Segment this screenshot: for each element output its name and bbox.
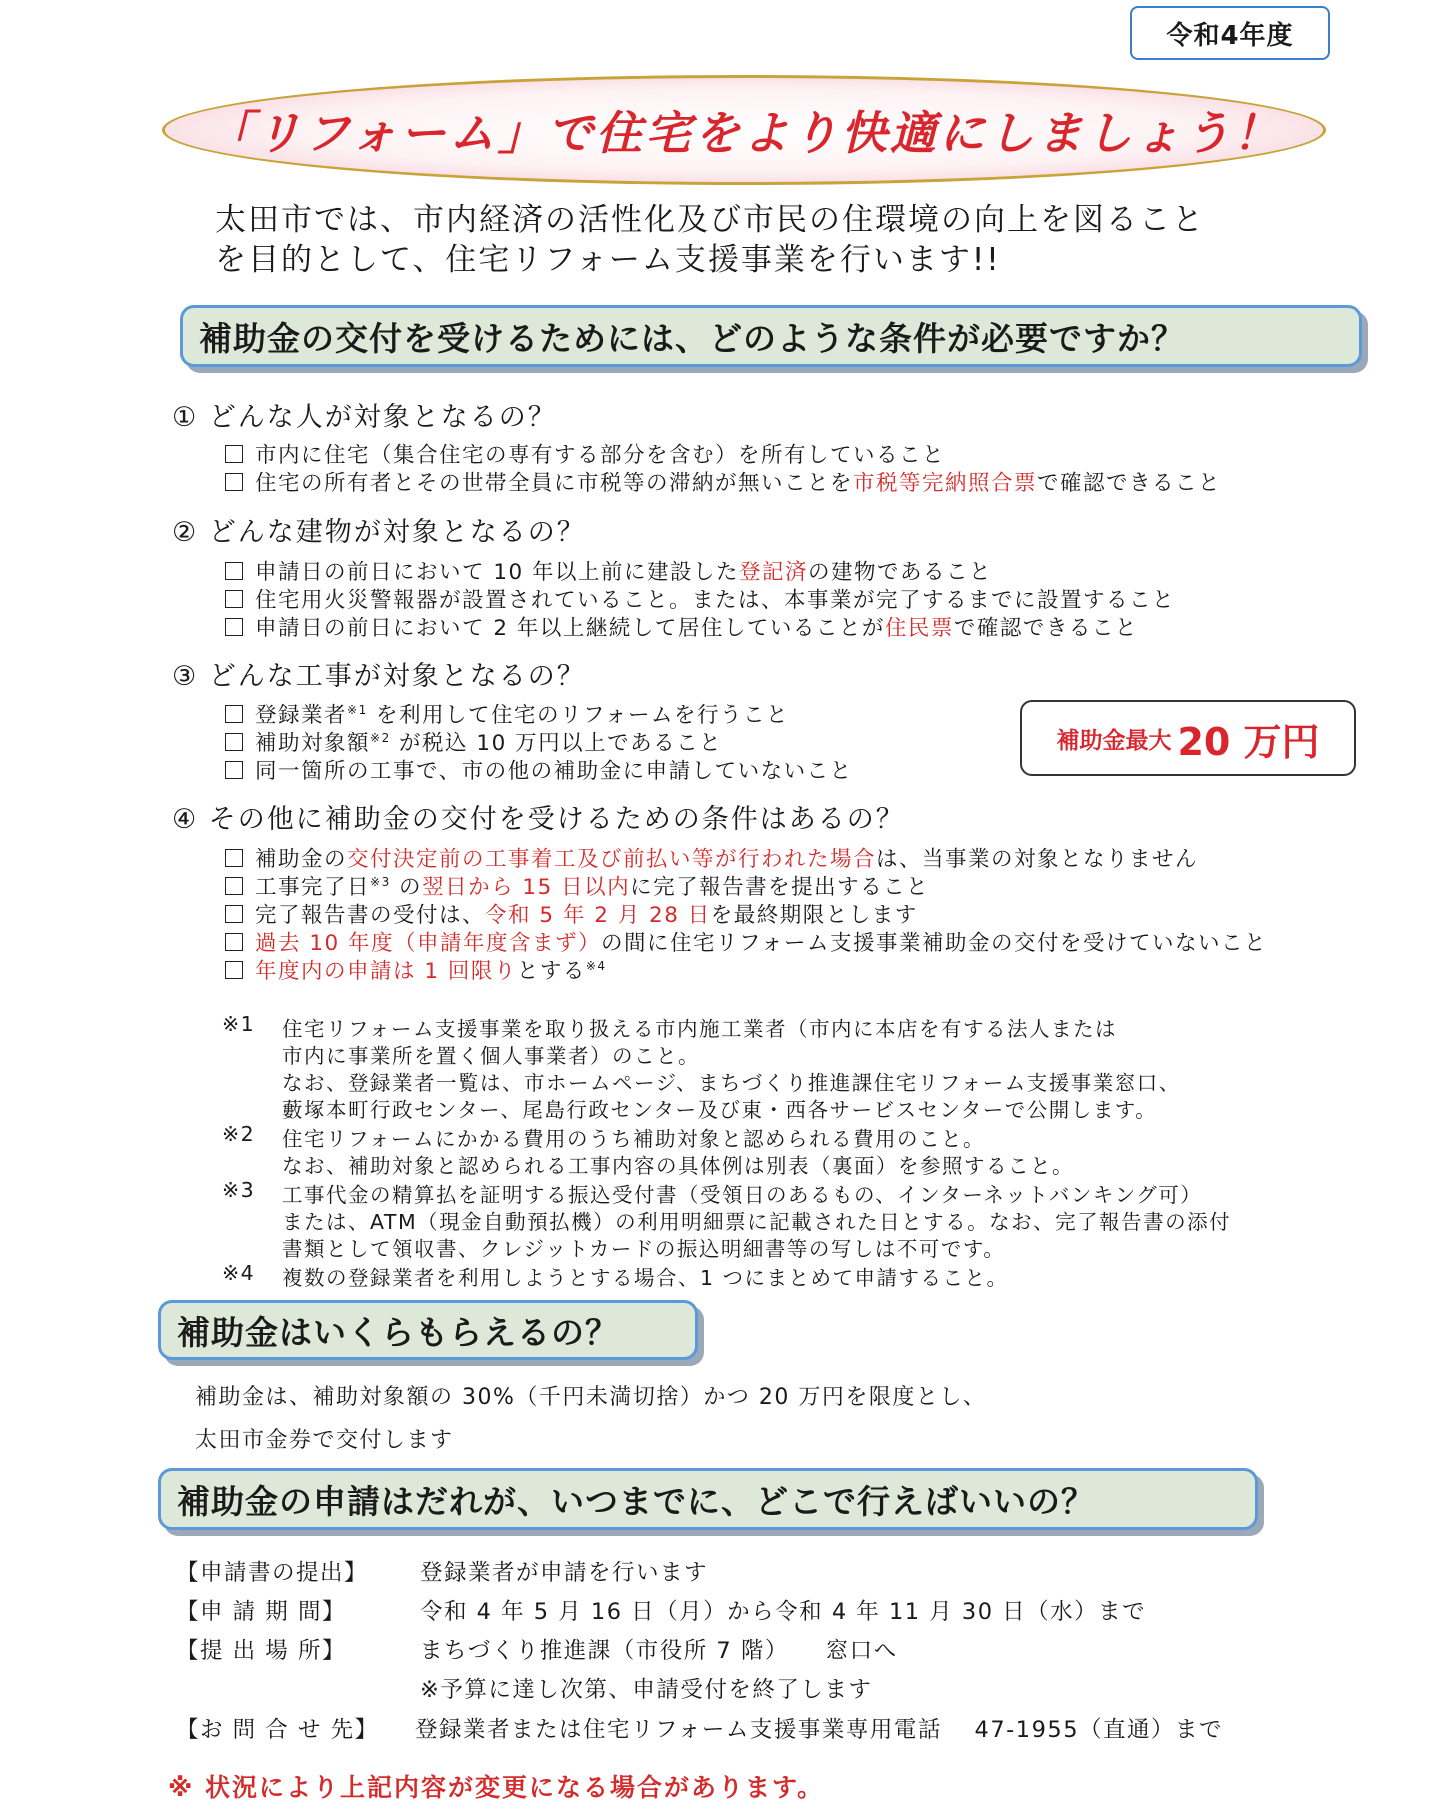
application-label-submission: 【申請書の提出】 xyxy=(176,1560,369,1586)
footnote-mark-1: ※1 xyxy=(222,1012,256,1036)
footnote-2-line-1: 住宅リフォームにかかる費用のうち補助対象と認められる費用のこと。 xyxy=(282,1127,985,1151)
footnote-1-line-2: 市内に事業所を置く個人事業者）のこと。 xyxy=(282,1044,700,1068)
footnote-ref: ※4 xyxy=(585,959,607,973)
q1-item-2-tail: で確認できること xyxy=(1037,471,1222,496)
q2-item-3 xyxy=(225,611,1138,642)
footer-note: ※ 状況により上記内容が変更になる場合があります。 xyxy=(168,1773,825,1802)
checkbox-icon xyxy=(225,618,243,636)
q4-item-2 xyxy=(225,870,929,901)
q2-item-1-tail: の建物であること xyxy=(808,560,993,585)
application-label-period: 【申 請 期 間】 xyxy=(176,1599,346,1625)
q4-item-3-highlight: 令和 5 年 2 月 28 日 xyxy=(485,903,711,928)
amount-line-1: 補助金は、補助対象額の 30%（千円未満切捨）かつ 20 万円を限度とし、 xyxy=(195,1385,987,1410)
checkbox-icon xyxy=(225,877,243,895)
intro-line-1: 太田市では、市内経済の活性化及び市民の住環境の向上を図ること xyxy=(215,202,1205,238)
question-2-title: ② どんな建物が対象となるの？ xyxy=(172,517,586,548)
footnote-mark-2: ※2 xyxy=(222,1122,256,1146)
question-3-title: ③ どんな工事が対象となるの？ xyxy=(172,661,586,692)
application-budget-note: ※予算に達し次第、申請受付を終了します xyxy=(420,1677,873,1703)
q4-item-5 xyxy=(225,954,607,985)
amount-line-2: 太田市金券で交付します xyxy=(195,1428,454,1453)
application-heading-text: 補助金の申請はだれが、いつまでに、どこで行えばいいの？ xyxy=(177,1481,1095,1521)
q2-item-1-text: 申請日の前日において 10 年以上前に建設した xyxy=(255,560,740,585)
q3-item-1-tail: を利用して住宅のリフォームを行うこと xyxy=(367,703,789,728)
q2-item-3-text: 申請日の前日において 2 年以上継続して居住していることが xyxy=(255,616,885,641)
q4-item-5-tail: とする xyxy=(516,959,586,984)
q4-item-3 xyxy=(225,898,918,929)
intro-line-2: を目的として、住宅リフォーム支援事業を行います!! xyxy=(215,242,1001,278)
question-4-title: ④ その他に補助金の交付を受けるための条件はあるの？ xyxy=(172,804,905,835)
q4-item-4 xyxy=(225,926,1267,957)
checkbox-icon xyxy=(225,761,243,779)
checkbox-icon xyxy=(225,849,243,867)
q4-item-2-highlight: 翌日から 15 日以内 xyxy=(422,875,631,900)
application-value-period: 令和 4 年 5 月 16 日（月）から令和 4 年 11 月 30 日（水）まで xyxy=(420,1599,1147,1625)
q2-item-3-tail: で確認できること xyxy=(953,616,1138,641)
q4-item-2-tail: に完了報告書を提出すること xyxy=(630,875,930,900)
q4-item-4-highlight: 過去 10 年度（申請年度含まず） xyxy=(255,931,602,956)
checkbox-icon xyxy=(225,473,243,491)
footnote-mark-4: ※4 xyxy=(222,1261,256,1285)
application-value-contact: 登録業者または住宅リフォーム支援事業専用電話 47-1955（直通）まで xyxy=(415,1717,1224,1743)
q3-item-1-text: 登録業者 xyxy=(255,703,348,728)
conditions-heading xyxy=(180,305,1362,367)
application-value-submission: 登録業者が申請を行います xyxy=(420,1560,709,1586)
fiscal-year-badge: 令和4年度 xyxy=(1130,6,1330,60)
checkbox-icon xyxy=(225,961,243,979)
q4-item-1-tail: は、当事業の対象となりません xyxy=(876,847,1199,872)
q3-item-1 xyxy=(225,698,789,729)
q3-item-3-text: 同一箇所の工事で、市の他の補助金に申請していないこと xyxy=(255,759,853,784)
footnote-ref: ※3 xyxy=(370,875,391,889)
q3-item-2-tail: が税込 10 万円以上であること xyxy=(390,731,723,756)
application-label-place: 【提 出 場 所】 xyxy=(176,1638,346,1664)
q3-item-3 xyxy=(225,754,853,785)
q2-item-2 xyxy=(225,583,1175,614)
checkbox-icon xyxy=(225,562,243,580)
footnote-3-line-2: または、ATM（現金自動預払機）の利用明細票に記載された日とする。なお、完了報告書の添付 xyxy=(282,1210,1232,1234)
application-heading xyxy=(158,1468,1258,1530)
q4-item-1-highlight: 交付決定前の工事着工及び前払い等が行われた場合 xyxy=(347,847,877,872)
footnote-ref: ※2 xyxy=(370,731,391,745)
application-label-contact: 【お 問 合 せ 先】 xyxy=(176,1717,379,1743)
q4-item-1 xyxy=(225,842,1198,873)
q3-item-2-text: 補助対象額 xyxy=(255,731,371,756)
footnote-ref: ※1 xyxy=(347,703,368,717)
q4-item-5-highlight: 年度内の申請は 1 回限り xyxy=(255,959,517,984)
max-subsidy-label: 補助金最大 xyxy=(1056,727,1172,754)
footnote-4-line-1: 複数の登録業者を利用しようとする場合、1 つにまとめて申請すること。 xyxy=(282,1266,1009,1290)
q4-item-1-text: 補助金の xyxy=(255,847,348,872)
q2-item-1-highlight: 登記済 xyxy=(739,560,809,585)
q4-item-4-tail: の間に住宅リフォーム支援事業補助金の交付を受けていないこと xyxy=(601,931,1267,956)
title-banner xyxy=(162,75,1326,185)
footnote-3-line-3: 書類として領収書、クレジットカードの振込明細書等の写しは不可です。 xyxy=(282,1237,1006,1261)
q1-item-1 xyxy=(225,438,945,469)
q3-item-2 xyxy=(225,726,722,757)
q4-item-2-mid: の xyxy=(390,875,423,900)
application-value-place: まちづくり推進課（市役所 7 階） 窓口へ xyxy=(420,1638,898,1664)
q4-item-3-tail: を最終期限とします xyxy=(710,903,918,928)
amount-heading-text: 補助金はいくらもらえるの？ xyxy=(177,1312,619,1352)
checkbox-icon xyxy=(225,905,243,923)
question-1-title: ① どんな人が対象となるの？ xyxy=(172,402,557,433)
q2-item-3-highlight: 住民票 xyxy=(884,616,954,641)
q1-item-1-text: 市内に住宅（集合住宅の専有する部分を含む）を所有していること xyxy=(255,443,946,468)
q1-item-2 xyxy=(225,466,1221,497)
q2-item-2-text: 住宅用火災警報器が設置されていること。または、本事業が完了するまでに設置すること xyxy=(255,588,1176,613)
footnote-mark-3: ※3 xyxy=(222,1178,256,1202)
q1-item-2-highlight: 市税等完納照合票 xyxy=(853,471,1038,496)
q1-item-2-text: 住宅の所有者とその世帯全員に市税等の滞納が無いことを xyxy=(255,471,854,496)
footnote-1-line-3: なお、登録業者一覧は、市ホームページ、まちづくり推進課住宅リフォーム支援事業窓口、 xyxy=(282,1071,1181,1095)
amount-heading xyxy=(158,1300,698,1360)
checkbox-icon xyxy=(225,445,243,463)
checkbox-icon xyxy=(225,590,243,608)
footnote-1-line-4: 藪塚本町行政センター、尾島行政センター及び東・西各サービスセンターで公開します。 xyxy=(282,1098,1158,1122)
q2-item-1 xyxy=(225,555,992,586)
checkbox-icon xyxy=(225,933,243,951)
checkbox-icon xyxy=(225,705,243,723)
checkbox-icon xyxy=(225,733,243,751)
footnote-1-line-1: 住宅リフォーム支援事業を取り扱える市内施工業者（市内に本店を有する法人または xyxy=(282,1017,1117,1041)
footnote-3-line-1: 工事代金の精算払を証明する振込受付書（受領日のあるもの、インターネットバンキング可） xyxy=(282,1183,1203,1207)
page-title: 「リフォーム」で住宅をより快適にしましょう！ xyxy=(206,106,1282,160)
q4-item-2-text: 工事完了日 xyxy=(255,875,371,900)
intro-text xyxy=(215,200,1335,280)
footnote-2-line-2: なお、補助対象と認められる工事内容の具体例は別表（裏面）を参照すること。 xyxy=(282,1154,1074,1178)
max-subsidy-amount: 20 万円 xyxy=(1177,719,1320,764)
q4-item-3-text: 完了報告書の受付は、 xyxy=(255,903,486,928)
max-subsidy-box xyxy=(1020,700,1356,776)
conditions-heading-text: 補助金の交付を受けるためには、どのような条件が必要ですか？ xyxy=(199,318,1185,358)
